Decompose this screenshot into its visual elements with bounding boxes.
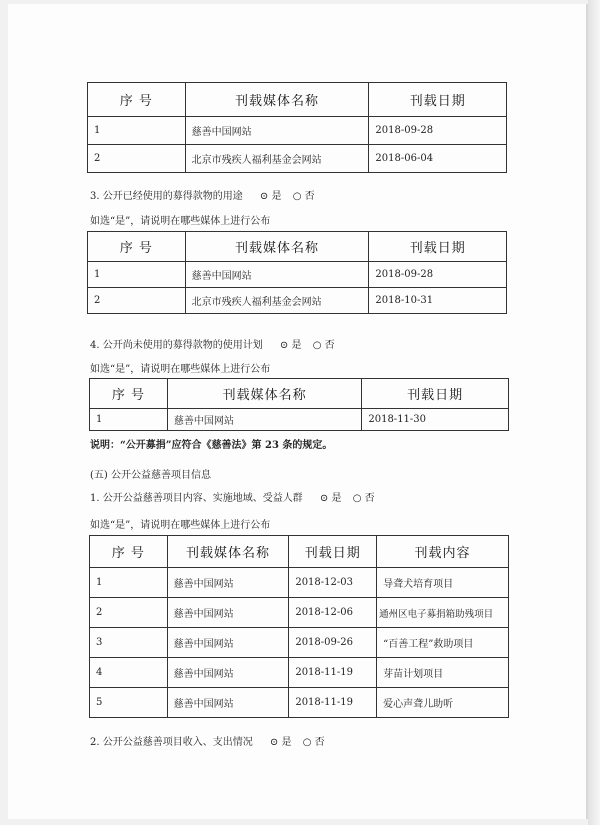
cell-seq: 1 (90, 568, 168, 598)
cell-date: 2018-06-04 (369, 145, 507, 173)
question-5-1-text: 1. 公开公益慈善项目内容、实施地域、受益人群 (90, 493, 303, 504)
cell-media: 慈善中国网站 (167, 568, 289, 598)
cell-media: 慈善中国网站 (167, 628, 289, 658)
yes-radio-icon[interactable]: ⊙ (269, 737, 279, 748)
project-table (89, 535, 509, 718)
header-date: 刊载日期 (369, 232, 507, 262)
cell-media: 北京市残疾人福利基金会网站 (185, 145, 369, 173)
cell-media: 慈善中国网站 (167, 688, 289, 718)
cell-seq: 2 (88, 145, 186, 173)
cell-seq: 5 (90, 688, 168, 718)
cell-date: 2018-10-31 (369, 288, 507, 314)
cell-seq: 1 (90, 409, 168, 431)
header-media-name: 刊载媒体名称 (167, 536, 289, 568)
cell-date: 2018-11-30 (362, 409, 509, 431)
header-content: 刊载内容 (377, 536, 509, 568)
no-radio-icon[interactable]: ○ (302, 737, 312, 748)
header-media-name: 刊载媒体名称 (185, 232, 369, 262)
cell-content: 导聋犬培育项目 (377, 568, 509, 598)
table-header-row (90, 536, 509, 568)
table-row (88, 145, 507, 173)
header-seq: 序 号 (90, 536, 168, 568)
header-media-name: 刊载媒体名称 (167, 379, 362, 409)
cell-media: 慈善中国网站 (185, 117, 369, 145)
cell-seq: 2 (88, 288, 186, 314)
yes-label: 是 (281, 737, 292, 748)
section-5-question-1 (90, 489, 375, 504)
header-media-name: 刊载媒体名称 (185, 83, 369, 117)
cell-seq: 1 (88, 262, 186, 288)
cell-date: 2018-09-28 (369, 262, 507, 288)
cell-date: 2018-11-19 (289, 658, 377, 688)
table-row (90, 658, 509, 688)
cell-date: 2018-12-03 (289, 568, 377, 598)
yes-radio-icon[interactable]: ⊙ (259, 191, 269, 202)
cell-content: “百善工程”救助项目 (377, 628, 509, 658)
yes-label: 是 (271, 191, 282, 202)
table-row (90, 568, 509, 598)
question-4-text: 4. 公开尚未使用的募得款物的使用计划 (90, 340, 263, 351)
media-table-1 (87, 82, 507, 173)
no-radio-icon[interactable]: ○ (352, 493, 362, 504)
table-header-row (88, 83, 507, 117)
no-label: 否 (304, 191, 315, 202)
cell-media: 北京市残疾人福利基金会网站 (185, 288, 369, 314)
cell-date: 2018-12-06 (289, 598, 377, 628)
yes-label: 是 (331, 493, 342, 504)
header-date: 刊载日期 (289, 536, 377, 568)
header-seq: 序 号 (88, 83, 186, 117)
table-header-row (90, 379, 509, 409)
cell-media: 慈善中国网站 (185, 262, 369, 288)
cell-content: 芽苗计划项目 (377, 658, 509, 688)
media-table-2 (87, 231, 507, 314)
header-date: 刊载日期 (369, 83, 507, 117)
cell-seq: 1 (88, 117, 186, 145)
header-seq: 序 号 (90, 379, 168, 409)
section-5-title: (五) 公开公益慈善项目信息 (90, 470, 211, 481)
table-row (88, 288, 507, 314)
cell-seq: 3 (90, 628, 168, 658)
scan-edge (588, 0, 600, 825)
section-5-question-2 (90, 733, 325, 748)
table-row (88, 117, 507, 145)
question-4-prompt: 如选“是”，请说明在哪些媒体上进行公布 (90, 364, 271, 375)
question-4 (90, 336, 335, 351)
yes-radio-icon[interactable]: ⊙ (279, 340, 289, 351)
question-3-prompt: 如选“是”，请说明在哪些媒体上进行公布 (90, 216, 271, 227)
question-3 (90, 187, 315, 202)
cell-seq: 4 (90, 658, 168, 688)
table-row (90, 409, 509, 431)
cell-media: 慈善中国网站 (167, 409, 362, 431)
question-5-2-text: 2. 公开公益慈善项目收入、支出情况 (90, 737, 253, 748)
media-table-3 (89, 378, 509, 431)
no-radio-icon[interactable]: ○ (312, 340, 322, 351)
cell-date: 2018-11-19 (289, 688, 377, 718)
cell-content: 爱心声聋儿助听 (377, 688, 509, 718)
header-seq: 序 号 (88, 232, 186, 262)
legal-note: 说明：“公开募捐”应符合《慈善法》第 23 条的规定。 (90, 440, 333, 451)
no-label: 否 (314, 737, 325, 748)
yes-label: 是 (291, 340, 302, 351)
cell-seq: 2 (90, 598, 168, 628)
yes-radio-icon[interactable]: ⊙ (319, 493, 329, 504)
cell-media: 慈善中国网站 (167, 658, 289, 688)
no-label: 否 (364, 493, 375, 504)
table-row (88, 262, 507, 288)
section-5-prompt: 如选“是”，请说明在哪些媒体上进行公布 (90, 520, 271, 531)
cell-content: 通州区电子募捐箱助残项目 (377, 598, 509, 628)
no-radio-icon[interactable]: ○ (292, 191, 302, 202)
cell-media: 慈善中国网站 (167, 598, 289, 628)
question-3-text: 3. 公开已经使用的募得款物的用途 (90, 191, 243, 202)
header-date: 刊载日期 (362, 379, 509, 409)
cell-date: 2018-09-28 (369, 117, 507, 145)
table-row (90, 598, 509, 628)
no-label: 否 (324, 340, 335, 351)
table-row (90, 688, 509, 718)
table-header-row (88, 232, 507, 262)
table-row (90, 628, 509, 658)
cell-date: 2018-09-26 (289, 628, 377, 658)
